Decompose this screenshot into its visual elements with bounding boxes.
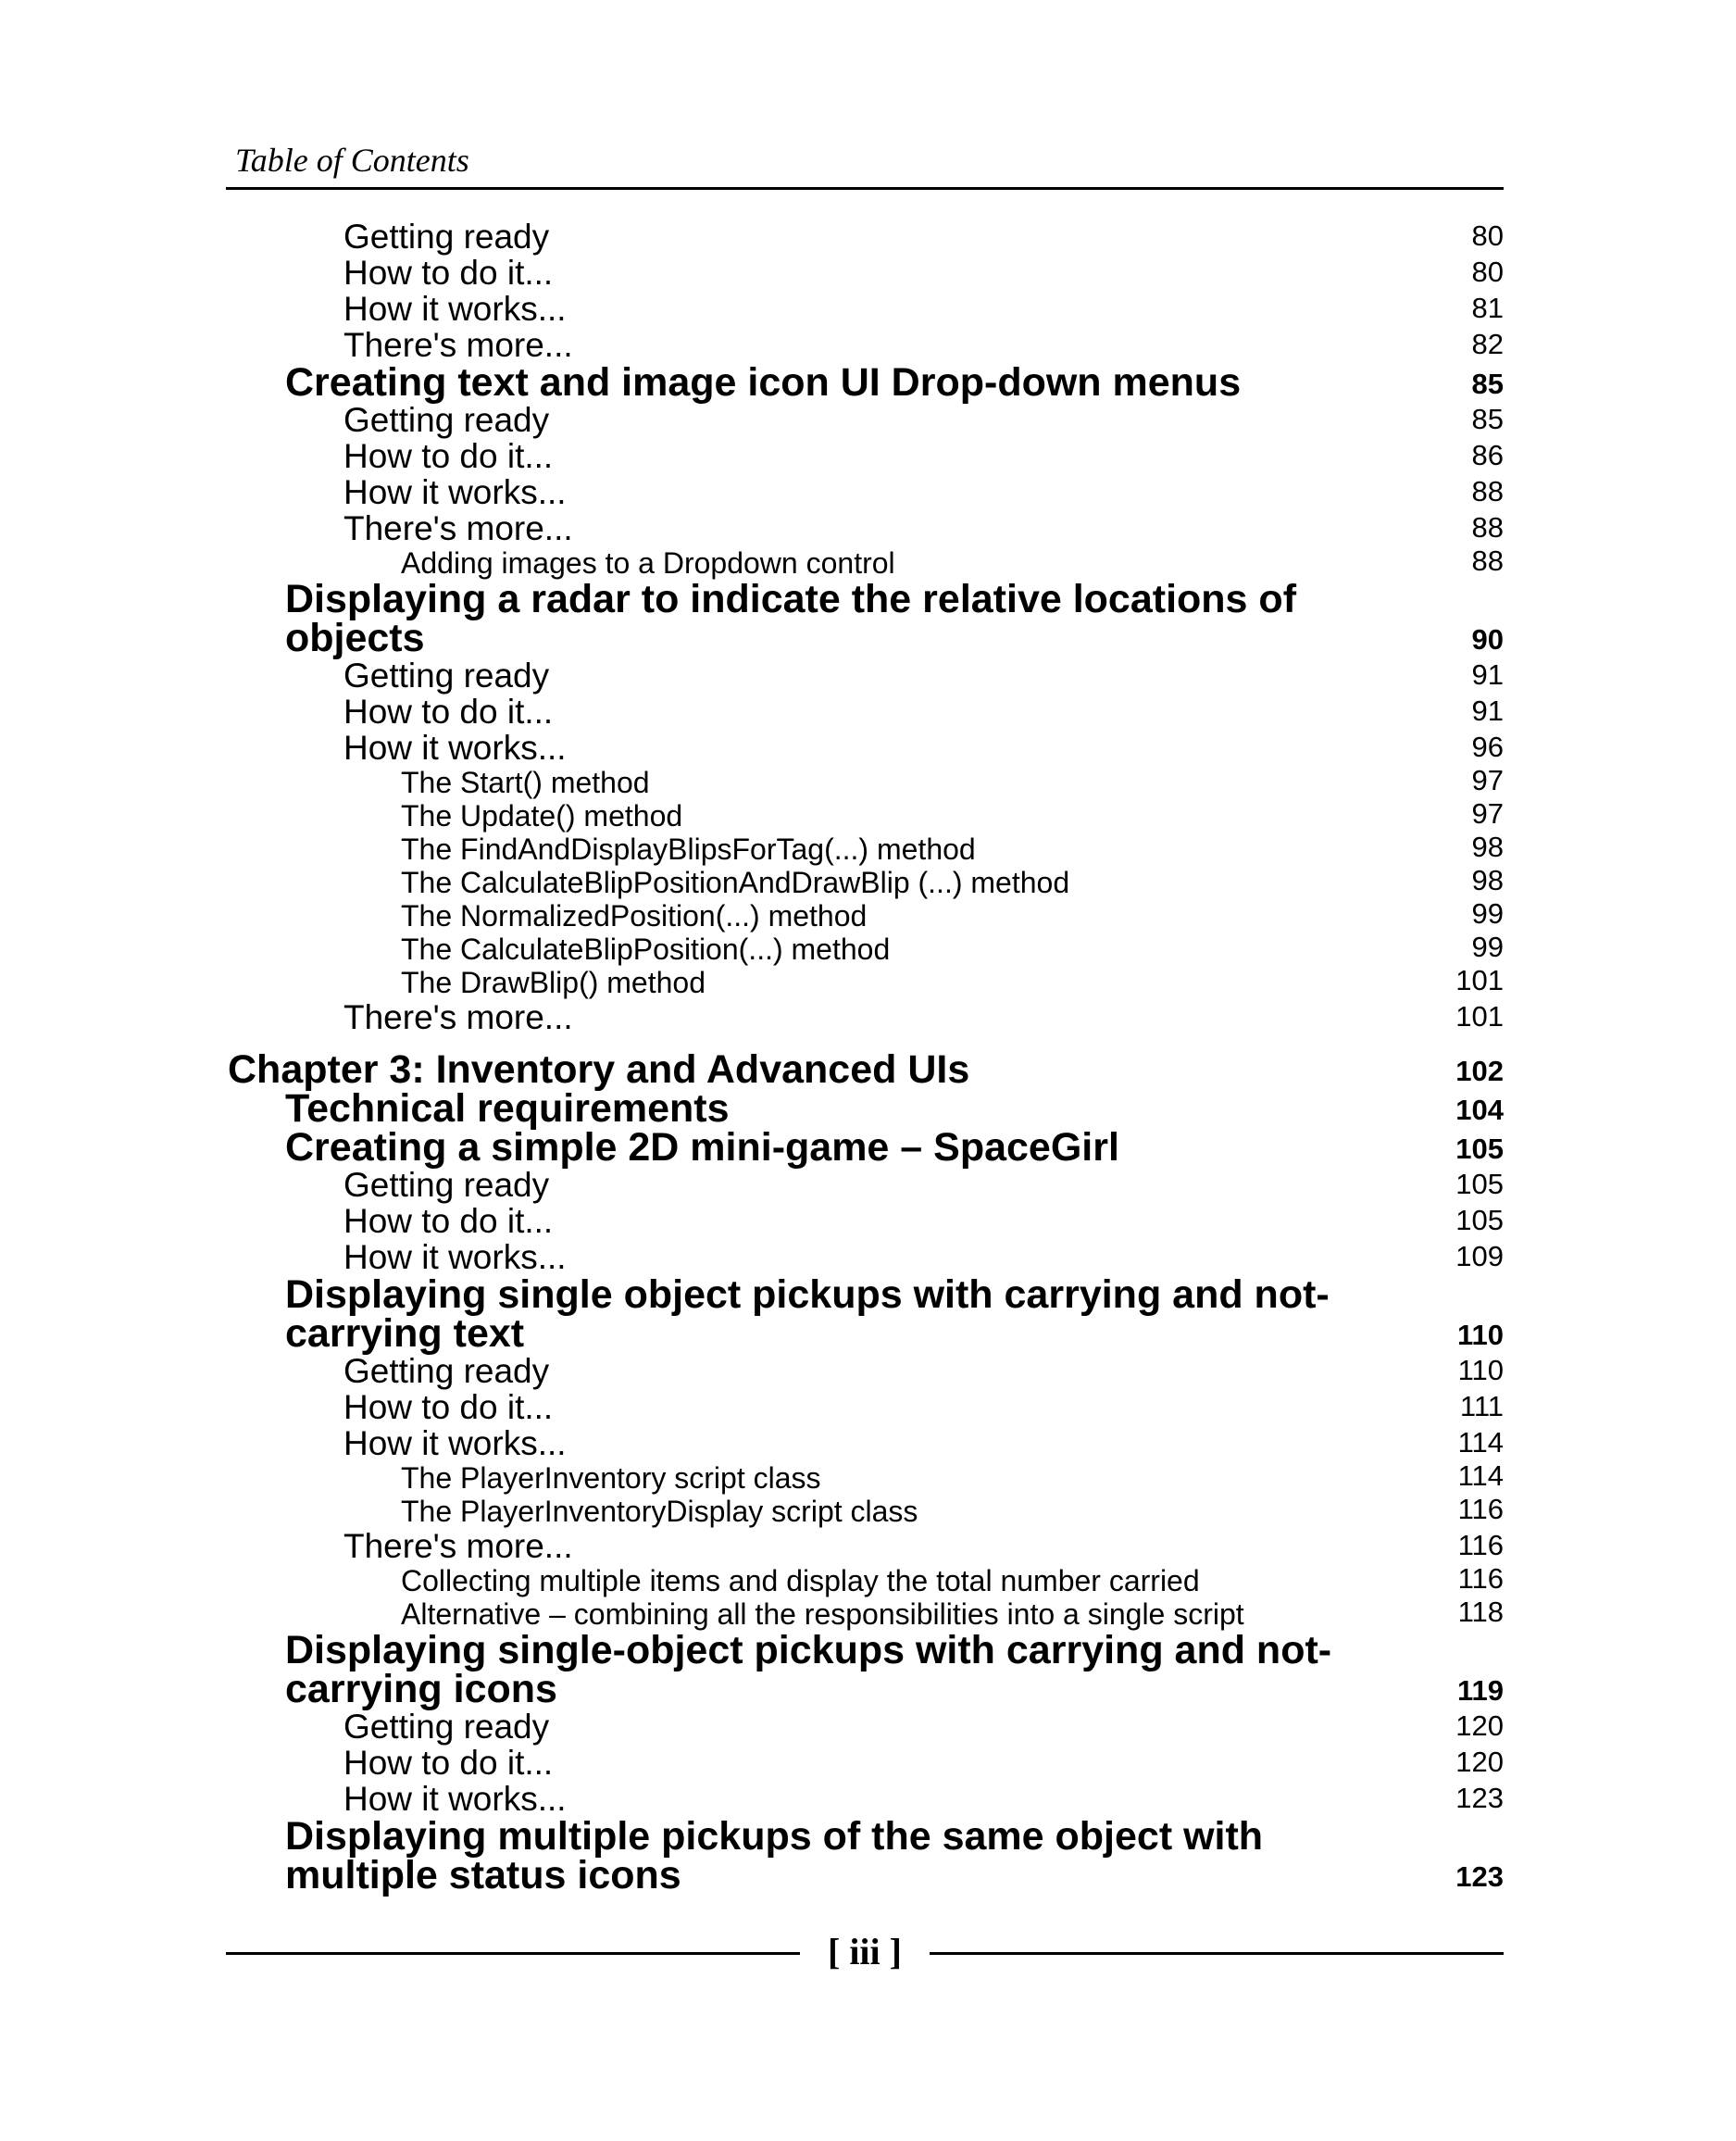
toc-entry-page-number: 85	[1471, 403, 1504, 435]
toc-section-entry[interactable]	[226, 360, 1504, 405]
toc-subsection-entry[interactable]	[226, 1745, 1504, 1781]
toc-entry-title: Displaying multiple pickups of the same object with multiple status icons	[285, 1814, 1264, 1897]
toc-entry-page-number: 82	[1471, 328, 1504, 360]
toc-entry-title: Getting ready	[343, 401, 550, 439]
header-title: Table of Contents	[235, 142, 469, 179]
toc-subsection-entry[interactable]	[226, 255, 1504, 291]
toc-subsection-entry[interactable]	[226, 1528, 1504, 1564]
toc-section-entry[interactable]	[226, 1086, 1504, 1131]
toc-section-entry[interactable]	[226, 1628, 1504, 1711]
toc-entry-page-number: 114	[1457, 1426, 1504, 1459]
toc-entry-title: Displaying single object pickups with carrying and not-carrying text	[285, 1272, 1330, 1356]
footer-right-rule	[930, 1952, 1504, 1955]
toc-entry-title: The FindAndDisplayBlipsForTag(...) method	[401, 833, 976, 866]
toc-entry-page-number: 101	[1455, 964, 1504, 996]
toc-subsection-entry[interactable]	[226, 657, 1504, 694]
toc-subsubsection-entry[interactable]	[226, 966, 1504, 999]
toc-subsection-entry[interactable]	[226, 1203, 1504, 1239]
toc-entry-page-number: 85	[1471, 368, 1504, 400]
toc-section-entry[interactable]	[226, 1272, 1504, 1356]
toc-subsubsection-entry[interactable]	[226, 1597, 1504, 1631]
toc-entry-title: Technical requirements	[285, 1086, 730, 1131]
toc-subsection-entry[interactable]	[226, 999, 1504, 1035]
toc-entry-page-number: 123	[1455, 1860, 1504, 1893]
toc-entry-page-number: 91	[1471, 695, 1504, 727]
toc-entry-page-number: 97	[1471, 797, 1504, 830]
page-footer	[226, 1926, 1504, 1982]
toc-entry-title: The PlayerInventoryDisplay script class	[401, 1495, 918, 1528]
toc-entry-page-number: 96	[1471, 731, 1504, 763]
toc-subsection-entry[interactable]	[226, 1239, 1504, 1275]
toc-entry-page-number: 114	[1457, 1459, 1504, 1492]
toc-entry-page-number: 97	[1471, 764, 1504, 796]
toc-subsection-entry[interactable]	[226, 438, 1504, 474]
toc-chapter-entry[interactable]	[226, 1035, 1504, 1092]
toc-entry-title: Displaying single-object pickups with carrying and not-carrying icons	[285, 1628, 1332, 1711]
toc-subsection-entry[interactable]	[226, 1353, 1504, 1389]
toc-entry-page-number: 105	[1455, 1168, 1504, 1200]
toc-entry-page-number: 119	[1456, 1674, 1504, 1707]
toc-subsubsection-entry[interactable]	[226, 546, 1504, 580]
toc-entry-page-number: 86	[1471, 439, 1504, 471]
toc-entry-title: Getting ready	[343, 218, 550, 256]
toc-entry-page-number: 102	[1455, 1055, 1504, 1087]
toc-entry-title: How it works...	[343, 729, 567, 767]
toc-entry-title: Collecting multiple items and display the total number carried	[401, 1564, 1200, 1597]
toc-subsubsection-entry[interactable]	[226, 1461, 1504, 1495]
toc-subsubsection-entry[interactable]	[226, 933, 1504, 966]
footer-page-number: [ iii ]	[828, 1931, 902, 1972]
toc-entry-page-number: 116	[1457, 1529, 1504, 1561]
toc-subsection-entry[interactable]	[226, 474, 1504, 510]
toc-entry-title: Creating text and image icon UI Drop-down menus	[285, 360, 1242, 405]
toc-entry-page-number: 99	[1471, 897, 1504, 930]
toc-entry-title: The CalculateBlipPosition(...) method	[401, 933, 891, 966]
toc-entry-title: How to do it...	[343, 1744, 554, 1782]
toc-subsection-entry[interactable]	[226, 219, 1504, 255]
toc-entry-title: The Start() method	[401, 766, 650, 799]
table-of-contents	[226, 219, 1504, 1895]
toc-entry-page-number: 91	[1471, 658, 1504, 691]
header-rule	[226, 187, 1504, 190]
toc-entry-page-number: 105	[1455, 1133, 1504, 1165]
toc-subsection-entry[interactable]	[226, 1425, 1504, 1461]
toc-entry-page-number: 90	[1471, 623, 1504, 656]
toc-entry-page-number: 98	[1471, 831, 1504, 863]
toc-entry-title: Creating a simple 2D mini-game – SpaceGirl	[285, 1125, 1119, 1170]
toc-entry-page-number: 80	[1471, 256, 1504, 288]
toc-entry-page-number: 111	[1459, 1390, 1504, 1422]
toc-entry-title: How to do it...	[343, 1388, 554, 1426]
toc-entry-title: There's more...	[343, 998, 573, 1036]
toc-entry-page-number: 105	[1455, 1204, 1504, 1236]
toc-subsubsection-entry[interactable]	[226, 866, 1504, 899]
toc-entry-title: Adding images to a Dropdown control	[401, 546, 895, 580]
toc-subsection-entry[interactable]	[226, 1389, 1504, 1425]
toc-entry-title: The Update() method	[401, 799, 683, 833]
toc-entry-title: Getting ready	[343, 1352, 550, 1390]
toc-entry-title: Chapter 3: Inventory and Advanced UIs	[228, 1047, 970, 1092]
toc-subsection-entry[interactable]	[226, 402, 1504, 438]
toc-subsection-entry[interactable]	[226, 291, 1504, 327]
toc-entry-title: How to do it...	[343, 254, 554, 292]
toc-entry-page-number: 116	[1457, 1562, 1504, 1595]
toc-entry-title: Getting ready	[343, 657, 550, 695]
toc-entry-page-number: 123	[1455, 1782, 1504, 1814]
toc-entry-page-number: 99	[1471, 931, 1504, 963]
toc-entry-title: The NormalizedPosition(...) method	[401, 899, 868, 933]
toc-entry-title: There's more...	[343, 1527, 573, 1565]
toc-entry-page-number: 80	[1471, 219, 1504, 252]
toc-entry-page-number: 120	[1455, 1709, 1504, 1742]
toc-subsubsection-entry[interactable]	[226, 799, 1504, 833]
toc-entry-title: How to do it...	[343, 437, 554, 475]
toc-entry-title: Getting ready	[343, 1708, 550, 1746]
toc-section-entry[interactable]	[226, 1125, 1504, 1170]
toc-entry-title: The PlayerInventory script class	[401, 1461, 821, 1495]
toc-entry-page-number: 118	[1457, 1596, 1504, 1628]
toc-subsection-entry[interactable]	[226, 694, 1504, 730]
toc-subsection-entry[interactable]	[226, 327, 1504, 363]
toc-entry-page-number: 88	[1471, 545, 1504, 577]
toc-subsection-entry[interactable]	[226, 510, 1504, 546]
toc-entry-page-number: 109	[1455, 1240, 1504, 1272]
toc-subsubsection-entry[interactable]	[226, 899, 1504, 933]
toc-subsubsection-entry[interactable]	[226, 1564, 1504, 1597]
toc-entry-title: How to do it...	[343, 1202, 554, 1240]
running-header	[226, 137, 1504, 190]
toc-entry-title: There's more...	[343, 326, 573, 364]
toc-section-entry[interactable]	[226, 577, 1504, 660]
toc-entry-title: The DrawBlip() method	[401, 966, 706, 999]
toc-entry-title: How to do it...	[343, 693, 554, 731]
toc-subsection-entry[interactable]	[226, 1781, 1504, 1817]
toc-entry-page-number: 104	[1455, 1094, 1504, 1126]
toc-entry-title: There's more...	[343, 509, 573, 547]
toc-entry-page-number: 120	[1455, 1746, 1504, 1778]
toc-entry-title: How it works...	[343, 1424, 567, 1462]
toc-entry-title: Getting ready	[343, 1166, 550, 1204]
toc-entry-title: How it works...	[343, 1238, 567, 1276]
toc-entry-title: How it works...	[343, 1780, 567, 1818]
toc-entry-page-number: 88	[1471, 475, 1504, 507]
toc-entry-page-number: 110	[1456, 1319, 1504, 1351]
toc-entry-title: Displaying a radar to indicate the relative locations of objects	[285, 577, 1297, 660]
toc-section-entry[interactable]	[226, 1814, 1504, 1897]
toc-entry-title: Alternative – combining all the responsibilities into a single script	[401, 1597, 1244, 1631]
toc-subsubsection-entry[interactable]	[226, 766, 1504, 799]
toc-entry-title: How it works...	[343, 473, 567, 511]
toc-entry-page-number: 110	[1457, 1354, 1504, 1386]
toc-entry-title: The CalculateBlipPositionAndDrawBlip (...) method	[401, 866, 1070, 899]
toc-entry-page-number: 88	[1471, 511, 1504, 544]
toc-entry-page-number: 101	[1455, 1000, 1504, 1033]
toc-subsection-entry[interactable]	[226, 1167, 1504, 1203]
toc-subsection-entry[interactable]	[226, 730, 1504, 766]
toc-subsubsection-entry[interactable]	[226, 1495, 1504, 1528]
toc-subsection-entry[interactable]	[226, 1709, 1504, 1745]
toc-entry-page-number: 116	[1457, 1493, 1504, 1525]
toc-entry-title: How it works...	[343, 290, 567, 328]
toc-entry-page-number: 81	[1471, 292, 1504, 324]
toc-subsubsection-entry[interactable]	[226, 833, 1504, 866]
toc-entry-page-number: 98	[1471, 864, 1504, 896]
